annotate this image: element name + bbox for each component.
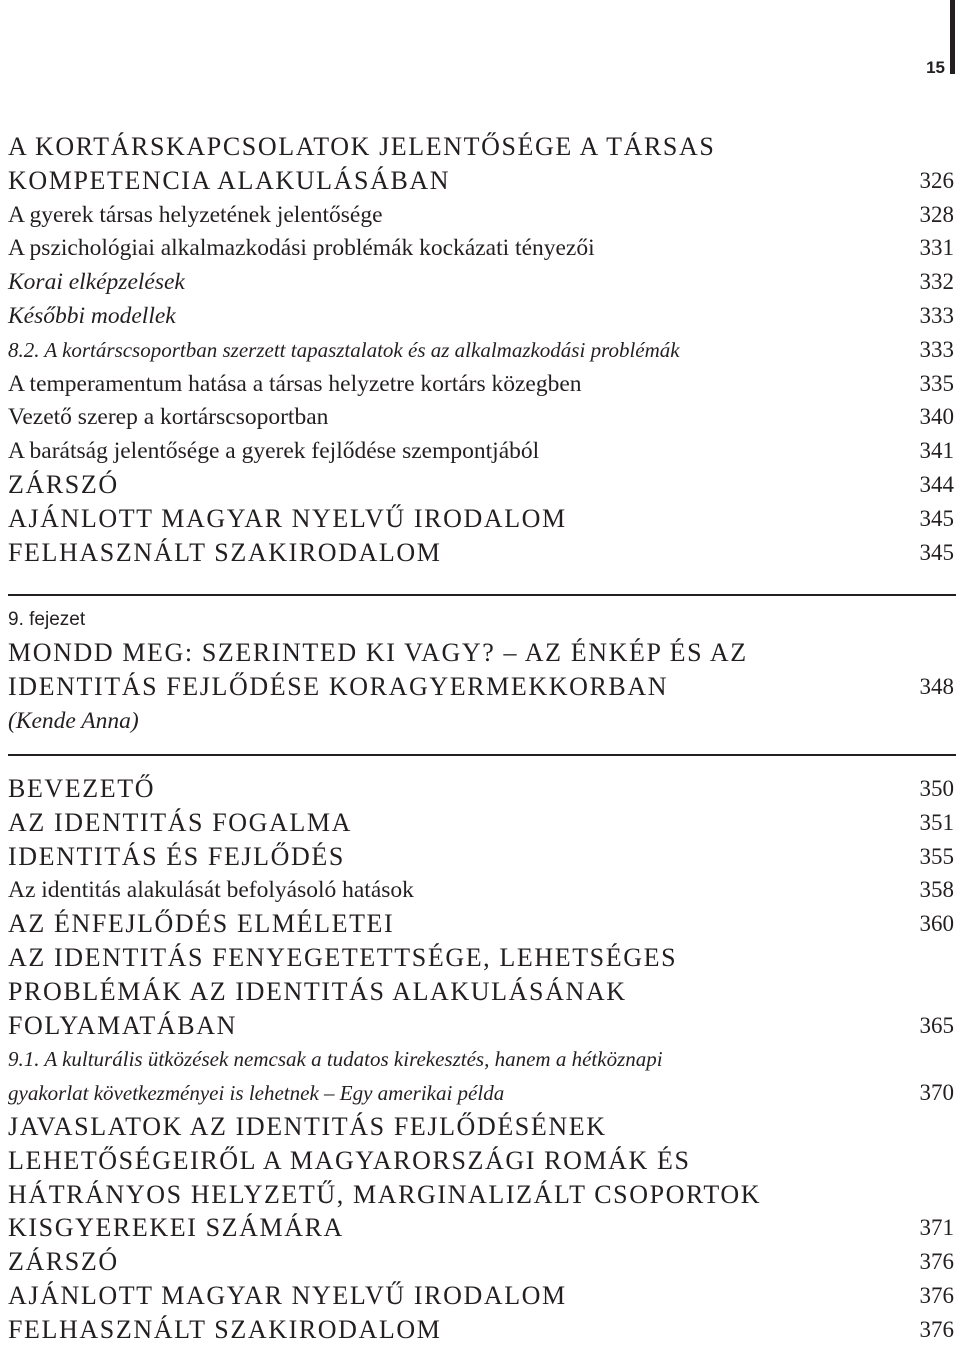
toc-entry-page: 341 [919, 438, 954, 464]
toc-entry [8, 1211, 954, 1245]
toc-entry [8, 1009, 954, 1043]
toc-entry [8, 1076, 954, 1110]
toc-entry-title: AZ IDENTITÁS FOGALMA [8, 807, 352, 837]
toc-entry-title: IDENTITÁS ÉS FEJLŐDÉS [8, 841, 345, 871]
toc-entry-title: AZ ÉNFEJLŐDÉS ELMÉLETEI [8, 909, 395, 939]
toc-entry-page: 365 [919, 1012, 954, 1038]
divider-bottom [8, 754, 956, 756]
toc-entry-page: 333 [919, 336, 954, 362]
toc-entry-page: 344 [919, 472, 954, 497]
toc-entry-title: JAVASLATOK AZ IDENTITÁS FEJLŐDÉSÉNEK [8, 1112, 607, 1141]
toc-entry-title: Vezető szerep a kortárscsoportban [8, 404, 329, 431]
toc-entry-page: 355 [919, 843, 954, 869]
toc-entry-title: Az identitás alakulását befolyásoló hatások [8, 877, 414, 904]
toc-entry-title: LEHETŐSÉGEIRŐL A MAGYARORSZÁGI ROMÁK ÉS [8, 1145, 691, 1175]
chapter-author [8, 704, 954, 738]
toc-entry-page: 345 [919, 505, 954, 531]
divider-top [8, 594, 956, 596]
toc-entry [8, 468, 954, 502]
toc-entry [8, 367, 954, 401]
toc-entry [8, 265, 954, 299]
toc-entry-page: 376 [919, 1283, 954, 1308]
toc-entry-title: Későbbi modellek [8, 303, 176, 329]
toc-entry-title: A gyerek társas helyzetének jelentősége [8, 201, 383, 228]
toc-entry [8, 1178, 954, 1212]
toc-entry-page: 340 [919, 404, 954, 430]
toc-entry [8, 502, 954, 536]
toc-entry [8, 164, 954, 198]
toc-entry [8, 840, 954, 874]
toc-entry-page: 328 [919, 201, 954, 227]
toc-entry [8, 130, 954, 164]
toc-entry-title: 9.1. A kulturális ütközések nemcsak a tudatos kirekesztés, hanem a hétköznapi [8, 1047, 663, 1072]
page-edge-bar [950, 0, 955, 74]
toc-entry-title: KISGYEREKEI SZÁMÁRA [8, 1213, 344, 1243]
toc-entry-title: AJÁNLOTT MAGYAR NYELVŰ IRODALOM [8, 503, 567, 533]
toc-entry-title: FOLYAMATÁBAN [8, 1010, 237, 1040]
toc-entry-title: gyakorlat következményei is lehetnek – Egy amerikai példa [8, 1081, 505, 1106]
toc-entry-page: 370 [919, 1080, 954, 1106]
toc-entry-title: A barátság jelentősége a gyerek fejlődése szempontjából [8, 438, 540, 465]
toc-entry [8, 1110, 954, 1144]
chapter-title-text: IDENTITÁS FEJLŐDÉSE KORAGYERMEKKORBAN [8, 672, 669, 701]
toc-entry [8, 1245, 954, 1279]
toc-entry [8, 975, 954, 1009]
toc-entry-page: 360 [919, 911, 954, 937]
toc-entry-title: A temperamentum hatása a társas helyzetre kortárs közegben [8, 370, 582, 397]
toc-entry-page: 331 [919, 235, 954, 261]
toc-entry [8, 434, 954, 468]
toc-entry [8, 1042, 954, 1076]
toc-entry-title: 8.2. A kortárscsoportban szerzett tapasztalatok és az alkalmazkodási problémák [8, 337, 680, 362]
toc-entry-title: HÁTRÁNYOS HELYZETŰ, MARGINALIZÁLT CSOPORTOK [8, 1179, 762, 1209]
toc-entry [8, 941, 954, 975]
toc-entry-page: 332 [919, 269, 954, 295]
toc-entry-title: AZ IDENTITÁS FENYEGETETTSÉGE, LEHETSÉGES [8, 943, 678, 972]
toc-entry [8, 1144, 954, 1178]
toc-entry [8, 198, 954, 232]
toc-entry-title: ZÁRSZÓ [8, 470, 119, 499]
toc-entry-page: 351 [919, 809, 954, 835]
toc-entry-page: 333 [919, 303, 954, 328]
toc-entry-title: A KORTÁRSKAPCSOLATOK JELENTŐSÉGE A TÁRSAS [8, 132, 716, 161]
toc-entry [8, 907, 954, 941]
toc-entry-page: 376 [919, 1249, 954, 1275]
toc-entry [8, 231, 954, 265]
toc-entry-page: 326 [919, 167, 954, 193]
toc-entry-title: A pszichológiai alkalmazkodási problémák kockázati tényezői [8, 235, 595, 262]
toc-entry-page: 350 [919, 776, 954, 801]
page-number: 15 [926, 58, 945, 77]
toc-entry-page: 335 [919, 370, 954, 396]
toc-entry-title: ZÁRSZÓ [8, 1247, 119, 1277]
chapter-page: 348 [919, 674, 954, 699]
toc-entry [8, 1313, 954, 1347]
toc-entry-page: 358 [919, 877, 954, 903]
chapter-title-line2 [8, 670, 954, 704]
toc-entry [8, 333, 954, 367]
toc-entry-title: KOMPETENCIA ALAKULÁSÁBAN [8, 165, 451, 195]
chapter-title-line1 [8, 636, 954, 670]
toc-entry-title: AJÁNLOTT MAGYAR NYELVŰ IRODALOM [8, 1281, 567, 1310]
toc-entry [8, 400, 954, 434]
toc-entry [8, 1279, 954, 1313]
toc-entry [8, 873, 954, 907]
chapter-label: 9. fejezet [8, 609, 86, 630]
toc-entry [8, 806, 954, 840]
toc-entry-title: PROBLÉMÁK AZ IDENTITÁS ALAKULÁSÁNAK [8, 976, 627, 1006]
toc-entry-page: 376 [919, 1316, 954, 1342]
toc-entry-title: FELHASZNÁLT SZAKIRODALOM [8, 1314, 442, 1344]
toc-entry-page: 345 [919, 539, 954, 565]
toc-entry-title: Korai elképzelések [8, 269, 185, 296]
chapter-title-text: MONDD MEG: SZERINTED KI VAGY? – AZ ÉNKÉP ÉS AZ [8, 638, 748, 667]
toc-entry-page: 371 [919, 1215, 954, 1241]
toc-entry [8, 299, 954, 333]
author-text: (Kende Anna) [8, 708, 139, 734]
toc-entry [8, 772, 954, 806]
toc-entry-title: FELHASZNÁLT SZAKIRODALOM [8, 537, 442, 567]
toc-entry [8, 536, 954, 570]
toc-entry-title: BEVEZETŐ [8, 774, 156, 803]
